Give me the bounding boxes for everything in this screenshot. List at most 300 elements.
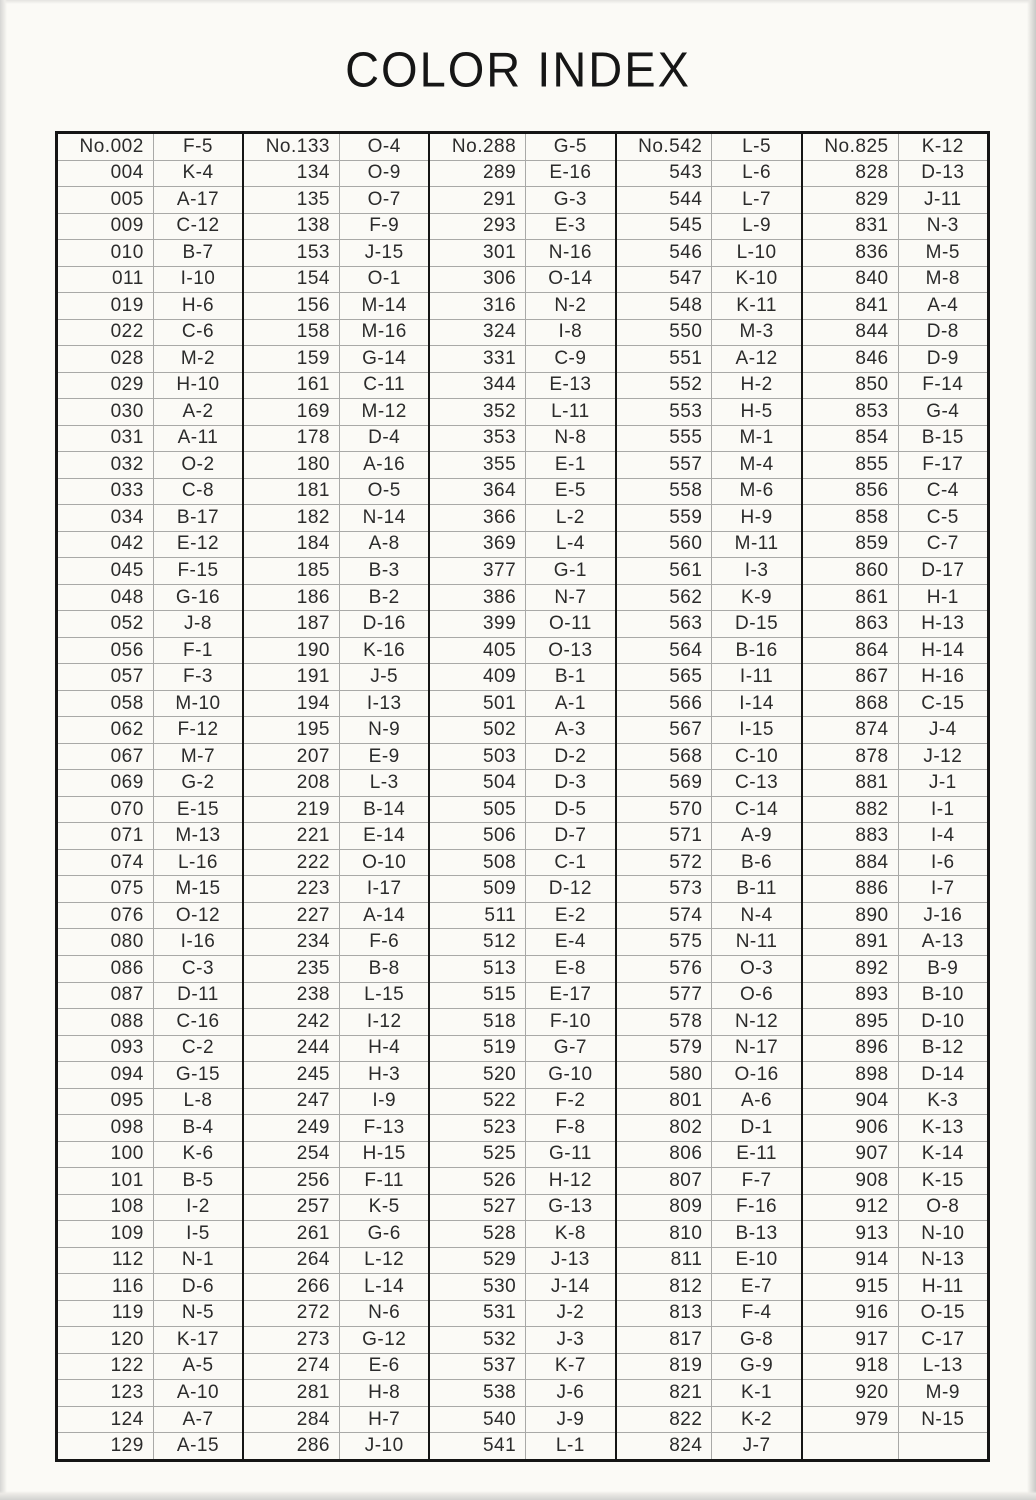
color-number-cell: 523 (430, 1115, 526, 1141)
color-number-cell: 069 (58, 770, 154, 796)
color-code-cell: L-8 (183, 1090, 213, 1112)
color-number-cell: 831 (803, 214, 899, 240)
color-code-cell: C-1 (554, 851, 587, 873)
color-code-cell: F-13 (363, 1116, 405, 1138)
color-number-cell: 503 (430, 744, 526, 770)
color-number-cell: 568 (617, 744, 713, 770)
color-code-cell: M-13 (175, 825, 221, 847)
table-row (244, 452, 428, 479)
color-code-cell: D-7 (554, 825, 587, 847)
table-row (244, 399, 428, 426)
color-code-cell: A-7 (182, 1408, 214, 1430)
color-code-cell: I-6 (930, 851, 955, 873)
color-code-cell: A-6 (741, 1090, 773, 1112)
color-code-cell: L-3 (369, 772, 399, 794)
table-row (58, 134, 242, 161)
table-row (58, 956, 242, 983)
color-code-cell: J-11 (924, 188, 962, 210)
color-number-cell: 913 (803, 1221, 899, 1247)
color-number-cell: 575 (617, 929, 713, 955)
table-row (617, 1248, 801, 1275)
color-code-cell: O-12 (175, 904, 221, 926)
table-row (58, 983, 242, 1010)
color-code-cell: H-3 (368, 1063, 401, 1085)
color-code-cell: G-13 (548, 1196, 593, 1218)
color-code-cell: A-5 (182, 1355, 214, 1377)
color-code-cell: E-14 (363, 825, 406, 847)
color-number-cell: 813 (617, 1301, 713, 1327)
color-number-cell: 273 (244, 1327, 340, 1353)
color-code-cell: E-2 (554, 904, 586, 926)
color-code-cell: K-8 (554, 1222, 586, 1244)
color-number-cell: 191 (244, 664, 340, 690)
table-row (803, 850, 987, 877)
color-number-cell: 806 (617, 1142, 713, 1168)
color-number-cell: No.825 (803, 134, 899, 160)
color-code-cell: K-7 (554, 1355, 586, 1377)
color-code-cell: H-12 (548, 1169, 592, 1191)
color-code-cell: L-15 (364, 984, 405, 1006)
color-code-cell: L-6 (742, 162, 772, 184)
color-code-cell: B-6 (741, 851, 773, 873)
color-code-cell: N-13 (921, 1249, 965, 1271)
table-row (803, 505, 987, 532)
color-code-cell: K-13 (921, 1116, 964, 1138)
color-code-cell: N-16 (548, 241, 592, 263)
color-code-cell: K-2 (741, 1408, 773, 1430)
color-number-cell: 028 (58, 346, 154, 372)
color-number-cell: 509 (430, 876, 526, 902)
color-code-cell: G-14 (362, 347, 407, 369)
color-code-cell: I-13 (366, 692, 402, 714)
color-number-cell: 022 (58, 320, 154, 346)
color-number-cell: 227 (244, 903, 340, 929)
color-number-cell: 907 (803, 1142, 899, 1168)
table-row (803, 1221, 987, 1248)
color-code-cell: G-15 (175, 1063, 221, 1085)
table-row (617, 1221, 801, 1248)
color-code-cell: E-4 (554, 931, 586, 953)
color-code-cell: J-16 (923, 904, 963, 926)
color-number-cell: 892 (803, 956, 899, 982)
color-code-cell: H-13 (921, 613, 965, 635)
color-code-cell: E-5 (554, 480, 586, 502)
table-row (803, 983, 987, 1010)
table-row (617, 585, 801, 612)
table-row (803, 1115, 987, 1142)
color-number-cell: 551 (617, 346, 713, 372)
color-code-cell: L-11 (551, 400, 590, 422)
color-code-cell: F-10 (549, 1010, 591, 1032)
table-row (244, 611, 428, 638)
color-number-cell: 355 (430, 452, 526, 478)
table-row (803, 744, 987, 771)
table-row (58, 1274, 242, 1301)
table-row (803, 532, 987, 559)
color-code-cell: G-8 (740, 1328, 774, 1350)
color-number-cell: 886 (803, 876, 899, 902)
table-row (244, 1380, 428, 1407)
table-row (244, 1274, 428, 1301)
color-number-cell: 829 (803, 187, 899, 213)
color-number-cell: 566 (617, 691, 713, 717)
table-row (58, 161, 242, 188)
table-row (430, 1433, 614, 1459)
color-code-cell: M-12 (361, 400, 407, 422)
table-row (617, 1195, 801, 1222)
table-row (58, 823, 242, 850)
color-code-cell: L-16 (177, 851, 218, 873)
color-number-cell: 058 (58, 691, 154, 717)
color-code-cell: N-14 (362, 506, 406, 528)
color-code-cell: H-10 (176, 374, 220, 396)
table-row (244, 1036, 428, 1063)
color-code-cell: C-12 (176, 215, 220, 237)
table-row (244, 532, 428, 559)
color-code-cell: F-8 (555, 1116, 586, 1138)
color-number-cell: 918 (803, 1354, 899, 1380)
table-row (58, 929, 242, 956)
color-number-cell: 858 (803, 505, 899, 531)
color-code-cell: M-16 (361, 321, 407, 343)
table-row (803, 876, 987, 903)
table-row (617, 797, 801, 824)
table-row (244, 1248, 428, 1275)
color-code-cell: E-17 (549, 984, 592, 1006)
table-row (617, 1433, 801, 1459)
color-code-cell: L-2 (555, 506, 585, 528)
color-number-cell: 181 (244, 479, 340, 505)
color-code-cell: G-11 (548, 1143, 592, 1165)
table-row (430, 1354, 614, 1381)
color-number-cell: 352 (430, 399, 526, 425)
color-code-cell: J-7 (742, 1435, 771, 1457)
table-row (58, 1168, 242, 1195)
color-code-cell: F-17 (922, 453, 964, 475)
table-row (430, 346, 614, 373)
table-row (244, 373, 428, 400)
color-number-cell: 030 (58, 399, 154, 425)
table-row (617, 823, 801, 850)
color-number-cell: 281 (244, 1380, 340, 1406)
color-code-cell: D-15 (735, 613, 779, 635)
color-code-cell: A-4 (927, 294, 959, 316)
color-code-cell: H-6 (181, 294, 215, 316)
color-number-cell: 208 (244, 770, 340, 796)
color-number-cell: 528 (430, 1221, 526, 1247)
color-number-cell: 504 (430, 770, 526, 796)
color-number-cell: 086 (58, 956, 154, 982)
color-code-cell: G-6 (367, 1222, 401, 1244)
table-row (803, 426, 987, 453)
color-number-cell: 548 (617, 293, 713, 319)
color-index-table (55, 131, 990, 1462)
color-code-cell: I-5 (186, 1222, 210, 1244)
table-row (617, 638, 801, 665)
color-number-cell: 158 (244, 320, 340, 346)
table-row (617, 452, 801, 479)
color-code-cell: O-5 (367, 480, 401, 502)
table-row (617, 558, 801, 585)
color-code-cell: N-12 (735, 1010, 779, 1032)
color-number-cell: 850 (803, 373, 899, 399)
color-number-cell: 045 (58, 558, 154, 584)
table-row (617, 1009, 801, 1036)
table-row (430, 1301, 614, 1328)
color-number-cell: 807 (617, 1168, 713, 1194)
color-code-cell: F-2 (555, 1090, 586, 1112)
table-row (617, 876, 801, 903)
color-number-cell: 979 (803, 1407, 899, 1433)
color-code-cell: C-9 (554, 347, 587, 369)
color-code-cell: F-3 (182, 666, 213, 688)
color-number-cell: 860 (803, 558, 899, 584)
table-row (430, 1195, 614, 1222)
table-row (803, 585, 987, 612)
color-number-cell: 562 (617, 585, 713, 611)
table-row (58, 744, 242, 771)
table-row (430, 983, 614, 1010)
color-number-cell: 501 (430, 691, 526, 717)
color-number-cell: 048 (58, 585, 154, 611)
color-code-cell: D-4 (368, 427, 401, 449)
color-number-cell: 235 (244, 956, 340, 982)
table-row (803, 267, 987, 294)
color-code-cell: L-14 (364, 1275, 405, 1297)
table-row (430, 1009, 614, 1036)
color-code-cell: D-10 (921, 1010, 965, 1032)
color-code-cell: D-1 (740, 1116, 773, 1138)
color-code-cell: L-7 (742, 188, 772, 210)
color-number-cell: 567 (617, 717, 713, 743)
color-number-cell: 249 (244, 1115, 340, 1141)
color-code-cell: D-8 (926, 321, 959, 343)
color-number-cell: 138 (244, 214, 340, 240)
color-code-cell: K-5 (368, 1196, 400, 1218)
table-row (803, 320, 987, 347)
color-code-cell: A-13 (921, 931, 964, 953)
color-code-cell: J-2 (556, 1302, 585, 1324)
table-row (430, 1062, 614, 1089)
scan-edge-bottom (0, 1491, 1036, 1500)
table-row (617, 134, 801, 161)
color-code-cell: D-6 (181, 1275, 215, 1297)
color-code-cell: C-11 (363, 374, 406, 396)
color-number-cell: 802 (617, 1115, 713, 1141)
color-number-cell: 116 (58, 1274, 154, 1300)
table-row (58, 267, 242, 294)
table-row (430, 1089, 614, 1116)
table-row (803, 240, 987, 267)
color-code-cell: N-4 (740, 904, 773, 926)
table-row (430, 664, 614, 691)
color-number-cell: 409 (430, 664, 526, 690)
color-code-cell: K-16 (363, 639, 406, 661)
table-row (244, 1221, 428, 1248)
color-number-cell: 846 (803, 346, 899, 372)
table-row (803, 823, 987, 850)
color-number-cell: 186 (244, 585, 340, 611)
color-number-cell: 532 (430, 1327, 526, 1353)
color-number-cell: 364 (430, 479, 526, 505)
table-row (803, 1301, 987, 1328)
color-number-cell: 293 (430, 214, 526, 240)
table-row (244, 585, 428, 612)
color-code-cell: F-9 (369, 215, 400, 237)
color-code-cell: F-12 (177, 719, 219, 741)
color-code-cell: A-2 (182, 400, 214, 422)
color-code-cell: B-3 (368, 560, 400, 581)
color-code-cell: F-11 (364, 1169, 405, 1191)
color-code-cell: N-1 (181, 1249, 215, 1271)
color-number-cell: 034 (58, 505, 154, 531)
color-number-cell: 316 (430, 293, 526, 319)
table-row (430, 797, 614, 824)
color-code-cell: C-10 (735, 745, 779, 767)
color-number-cell: 529 (430, 1248, 526, 1274)
table-row (617, 744, 801, 771)
table-row (430, 134, 614, 161)
color-code-cell: B-2 (368, 586, 400, 608)
color-code-cell: K-10 (735, 268, 778, 290)
color-code-cell: H-7 (368, 1408, 401, 1430)
table-row (617, 1062, 801, 1089)
color-code-cell: A-11 (177, 427, 219, 449)
color-number-cell: 526 (430, 1168, 526, 1194)
color-number-cell: 080 (58, 929, 154, 955)
color-number-cell: 552 (617, 373, 713, 399)
color-code-cell: K-1 (741, 1381, 773, 1403)
color-code-cell: I-1 (930, 798, 955, 820)
table-row (617, 187, 801, 214)
color-code-cell: K-15 (921, 1169, 964, 1191)
color-number-cell: 560 (617, 532, 713, 558)
table-row (58, 1062, 242, 1089)
color-code-cell: B-7 (182, 241, 214, 263)
color-code-cell: O-8 (926, 1196, 960, 1218)
table-row (58, 214, 242, 241)
color-code-cell: F-6 (369, 931, 400, 953)
color-code-cell: E-12 (176, 533, 220, 555)
color-number-cell: 502 (430, 717, 526, 743)
color-code-cell: E-11 (736, 1143, 777, 1165)
color-code-cell: J-10 (364, 1435, 404, 1457)
color-code-cell: H-9 (740, 506, 773, 528)
table-row (58, 797, 242, 824)
color-code-cell: C-13 (735, 772, 779, 794)
color-number-cell: 558 (617, 479, 713, 505)
table-row (617, 1036, 801, 1063)
color-code-cell: L-13 (922, 1355, 963, 1377)
table-row (58, 399, 242, 426)
table-row (803, 1009, 987, 1036)
color-code-cell: C-14 (735, 798, 779, 820)
color-number-cell: 207 (244, 744, 340, 770)
color-number-cell: 161 (244, 373, 340, 399)
table-row (244, 1301, 428, 1328)
color-code-cell: O-9 (367, 162, 401, 184)
color-number-cell: 257 (244, 1195, 340, 1221)
color-code-cell: C-8 (181, 480, 215, 502)
table-row (244, 293, 428, 320)
table-row (430, 876, 614, 903)
table-row (58, 320, 242, 347)
color-number-cell: 574 (617, 903, 713, 929)
color-number-cell: 570 (617, 797, 713, 823)
table-row (617, 983, 801, 1010)
table-row (430, 187, 614, 214)
color-code-cell: N-5 (181, 1302, 215, 1324)
color-code-cell: M-14 (361, 294, 407, 316)
table-row (430, 744, 614, 771)
table-row (244, 214, 428, 241)
table-row (58, 479, 242, 506)
color-number-cell: 095 (58, 1089, 154, 1115)
color-number-cell: 878 (803, 744, 899, 770)
scan-edge-right (1027, 0, 1036, 1500)
color-code-cell: D-13 (921, 162, 965, 184)
color-code-cell: H-14 (921, 639, 965, 661)
color-code-cell: G-4 (926, 400, 960, 422)
color-number-cell: 062 (58, 717, 154, 743)
table-row (244, 1009, 428, 1036)
table-row (617, 1301, 801, 1328)
color-number-cell: 042 (58, 532, 154, 558)
color-code-cell: I-3 (744, 560, 769, 581)
color-number-cell: 569 (617, 770, 713, 796)
color-code-cell: L-4 (555, 533, 585, 555)
table-row (244, 240, 428, 267)
color-code-cell: F-14 (922, 374, 964, 396)
color-number-cell: 895 (803, 1009, 899, 1035)
color-number-cell: 353 (430, 426, 526, 452)
color-code-cell: N-3 (926, 215, 959, 237)
color-code-cell: K-12 (921, 135, 964, 157)
color-number-cell: 009 (58, 214, 154, 240)
color-number-cell: 221 (244, 823, 340, 849)
color-number-cell: 508 (430, 850, 526, 876)
color-number-cell: 366 (430, 505, 526, 531)
color-code-cell: A-15 (176, 1435, 220, 1457)
color-number-cell: 194 (244, 691, 340, 717)
color-code-cell: B-10 (921, 984, 964, 1006)
color-number-cell: 890 (803, 903, 899, 929)
color-code-cell: A-14 (363, 904, 406, 926)
color-code-cell: I-7 (930, 878, 955, 900)
color-number-cell: 222 (244, 850, 340, 876)
table-row (430, 1168, 614, 1195)
color-number-cell: 579 (617, 1036, 713, 1062)
table-row (803, 1142, 987, 1169)
table-row (430, 399, 614, 426)
table-row (803, 1380, 987, 1407)
color-number-cell: 853 (803, 399, 899, 425)
color-number-cell: 154 (244, 267, 340, 293)
table-row (803, 187, 987, 214)
color-code-cell: H-11 (921, 1275, 964, 1297)
table-row (617, 1380, 801, 1407)
color-number-cell: 867 (803, 664, 899, 690)
table-column-group (244, 134, 430, 1459)
color-code-cell: G-5 (553, 135, 587, 157)
color-number-cell: 019 (58, 293, 154, 319)
color-code-cell: D-5 (554, 798, 587, 820)
color-code-cell (899, 1433, 987, 1459)
color-code-cell: G-1 (553, 560, 587, 581)
table-row (58, 1380, 242, 1407)
color-code-cell: I-17 (366, 878, 402, 900)
table-row (617, 373, 801, 400)
